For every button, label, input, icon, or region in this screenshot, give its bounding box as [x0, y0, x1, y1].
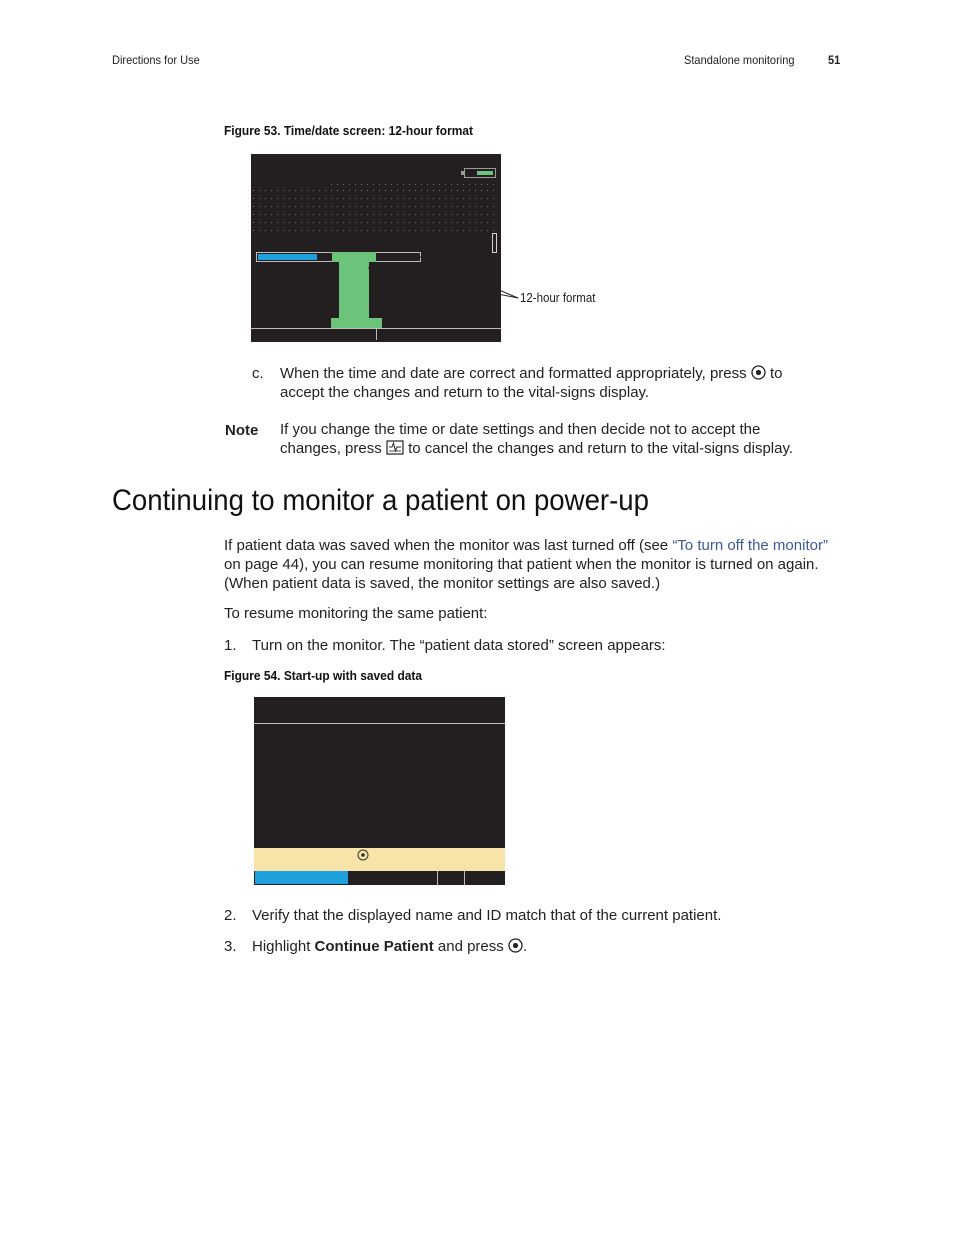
- grid-row: [331, 184, 496, 185]
- continue-patient-button[interactable]: [255, 871, 348, 884]
- grid-row: [253, 230, 496, 231]
- step-1-marker: 1.: [224, 637, 237, 654]
- title-divider: [254, 723, 505, 724]
- select-button-icon: [508, 938, 523, 953]
- bottom-bar-separator: [376, 329, 377, 340]
- intro-text-after: on page 44), you can resume monitoring that patient when the monitor is turned on again. (When patient data is saved, the monitor settings are also saved.): [224, 556, 819, 592]
- section-title: Continuing to monitor a patient on power-up: [112, 484, 650, 517]
- step-3-text-before: Highlight: [252, 938, 315, 955]
- select-button-icon: [751, 365, 766, 380]
- grid-row: [253, 222, 496, 223]
- continue-patient-label: Continue Patient: [314, 938, 434, 955]
- intro-text-before: If patient data was saved when the monitor was last turned off (see: [224, 537, 673, 554]
- grid-row: [253, 198, 496, 199]
- time-date-screen: [251, 154, 501, 342]
- prompt-banner: [254, 848, 505, 871]
- format-option-highlight[interactable]: [258, 254, 317, 260]
- intro-paragraph: [224, 536, 844, 593]
- running-header-section: Standalone monitoring: [684, 53, 795, 67]
- note-label: Note: [225, 422, 259, 439]
- step-c-marker: c.: [252, 365, 264, 382]
- step-c-text: [280, 364, 825, 402]
- figure-54-caption: Figure 54. Start-up with saved data: [224, 668, 423, 683]
- step-c-text-before: When the time and date are correct and formatted appropriately, press: [280, 365, 747, 382]
- step-2-marker: 2.: [224, 907, 237, 924]
- turn-off-monitor-link[interactable]: “To turn off the monitor”: [672, 537, 828, 554]
- softkey-button[interactable]: [349, 871, 437, 884]
- running-header-title: Directions for Use: [112, 53, 200, 67]
- note-text-before: If you change the time or date settings and then decide not to accept the changes, press: [280, 421, 761, 457]
- step-1-text: Turn on the monitor. The “patient data stored” screen appears:: [252, 637, 666, 654]
- note-text-after: to cancel the changes and return to the vital-signs display.: [408, 440, 794, 457]
- step-3-marker: 3.: [224, 938, 237, 955]
- softkey-button[interactable]: [438, 871, 464, 884]
- step-2-text: Verify that the displayed name and ID match that of the current patient.: [252, 907, 722, 924]
- startup-saved-data-screen: [254, 697, 505, 885]
- callout-label: 12-hour format: [520, 291, 596, 305]
- resume-text: To resume monitoring the same patient:: [224, 605, 488, 622]
- grid-row: [253, 206, 496, 207]
- green-highlight-base[interactable]: [331, 318, 382, 328]
- battery-icon: [464, 168, 496, 178]
- softkey-button[interactable]: [465, 871, 504, 884]
- page-number: 51: [828, 53, 841, 67]
- grid-row: [253, 190, 496, 191]
- step-3-text: [252, 937, 527, 956]
- grid-row: [253, 214, 496, 215]
- note-text: [280, 420, 825, 458]
- vital-signs-icon: [386, 440, 404, 455]
- step-3-period: .: [522, 938, 528, 955]
- step-3-text-after: and press: [433, 938, 508, 955]
- figure-53-caption: Figure 53. Time/date screen: 12-hour format: [224, 123, 474, 138]
- select-button-icon: [357, 849, 369, 861]
- step-c-text-after: to accept the changes and return to the vital-signs display.: [280, 365, 783, 401]
- callout-leader-lines: [360, 250, 525, 305]
